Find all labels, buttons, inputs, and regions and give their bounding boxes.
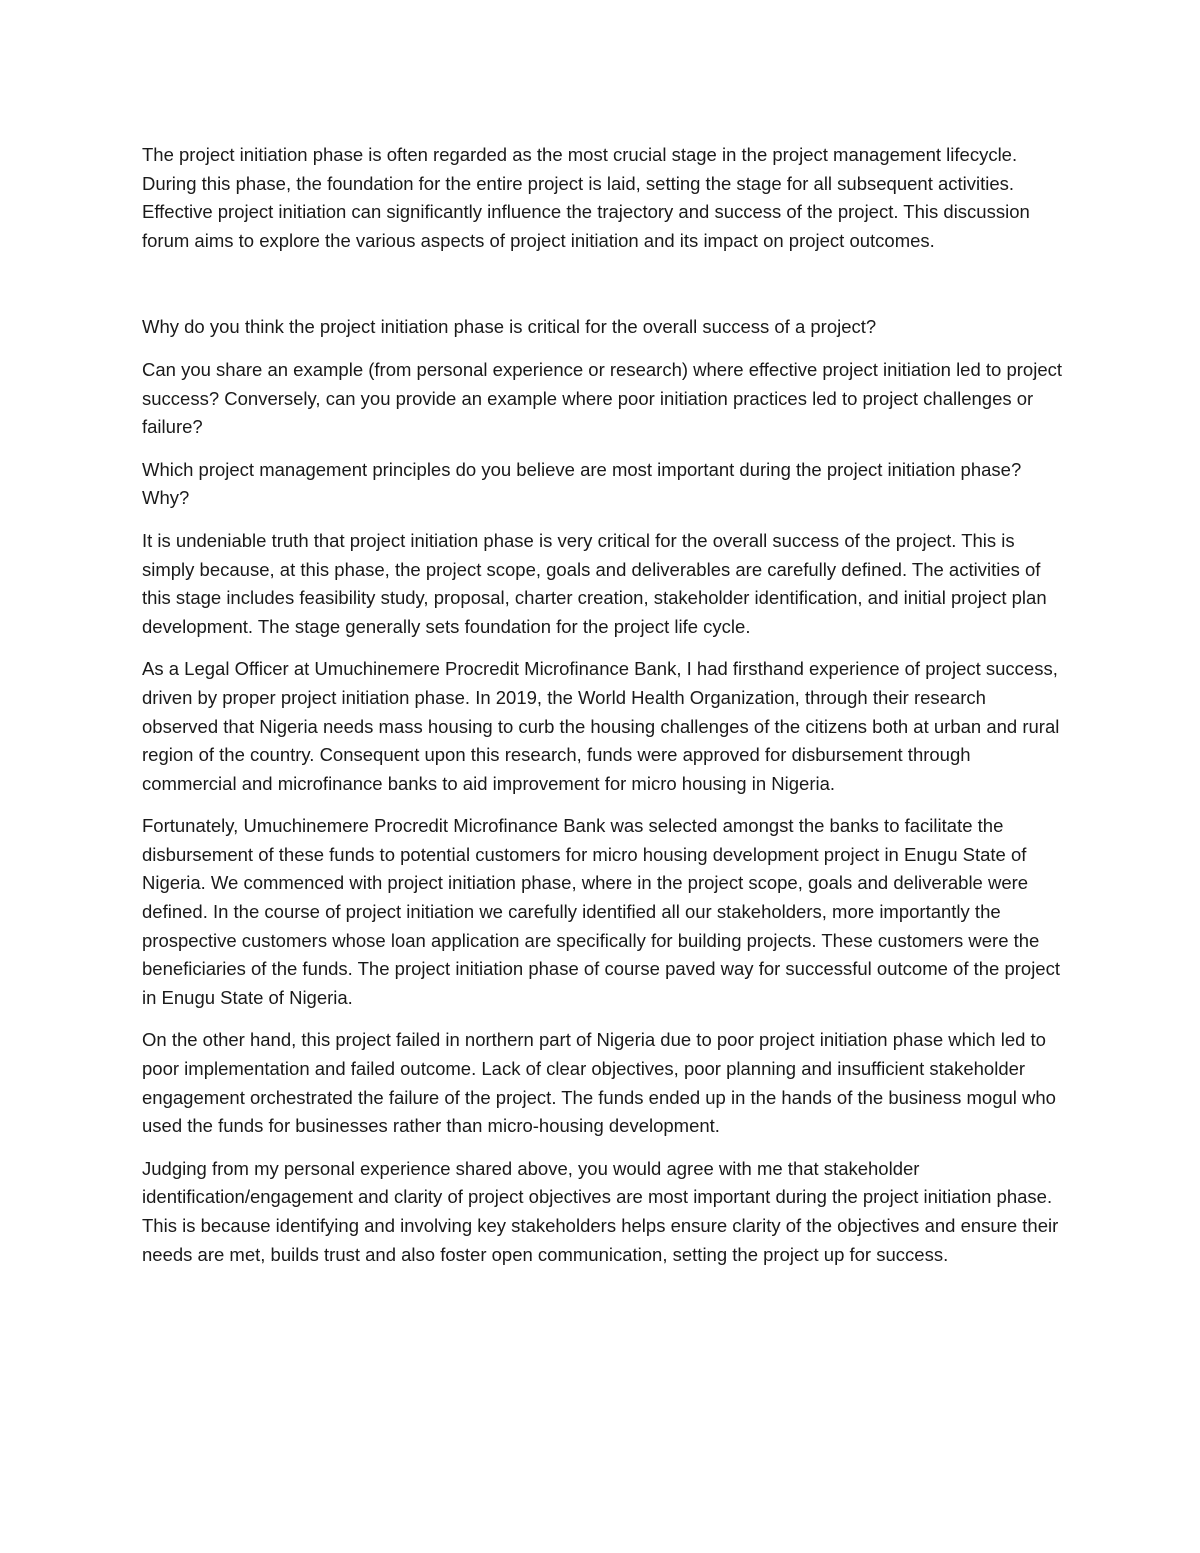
answer-paragraph-1: It is undeniable truth that project initiation phase is very critical for the overall success of the project. This is simply because, at this phase, the project scope, goals and deliverables are carefully defined. The activities of this stage includes feasibility study, proposal, charter creation, stakeholder identification, and initial project plan development. The stage generally sets foundation for the project life cycle. [142,529,1047,637]
intro-paragraph: The project initiation phase is often regarded as the most crucial stage in the project management lifecycle. During this phase, the foundation for the entire project is laid, setting the stage for all subsequent activities. Effective project initiation can significantly influence the trajectory and success of the project. This discussion forum aims to explore the various aspects of project initiation and its impact on project outcomes. [142,144,1030,251]
question-3: Which project management principles do you believe are most important during the project initiation phase? Why? [142,458,1022,509]
answer-paragraph-3: Fortunately, Umuchinemere Procredit Microfinance Bank was selected amongst the banks to facilitate the disbursement of these funds to potential customers for micro housing development project in Enugu State of Nigeria. We commenced with project initiation phase, where in the project scope, goals and deliverable were defined. In the course of project initiation we carefully identified all our stakeholders, more importantly the prospective customers whose loan application are specifically for building projects. These customers were the beneficiaries of the funds. The project initiation phase of course paved way for successful outcome of the project in Enugu State of Nigeria. [142,815,1060,1008]
paragraph-gap [142,255,1062,313]
document-page [142,141,1062,1283]
answer-paragraph-2: As a Legal Officer at Umuchinemere Procredit Microfinance Bank, I had firsthand experience of project success, driven by proper project initiation phase. In 2019, the World Health Organization, through their research observed that Nigeria needs mass housing to curb the housing challenges of the citizens both at urban and rural region of the country. Consequent upon this research, funds were approved for disbursement through commercial and microfinance banks to aid improvement for micro housing in Nigeria. [142,658,1060,794]
question-2: Can you share an example (from personal experience or research) where effective project initiation led to project success? Conversely, can you provide an example where poor initiation practices led to project challenges or failure? [142,358,1062,438]
answer-paragraph-5: Judging from my personal experience shared above, you would agree with me that stakeholder identification/engagement and clarity of project objectives are most important during the project initiation phase. This is because identifying and involving key stakeholders helps ensure clarity of the objectives and ensure their needs are met, builds trust and also foster open communication, setting the project up for success. [142,1157,1059,1265]
question-1: Why do you think the project initiation phase is critical for the overall success of a project? [142,316,877,338]
answer-paragraph-4: On the other hand, this project failed in northern part of Nigeria due to poor project initiation phase which led to poor implementation and failed outcome. Lack of clear objectives, poor planning and insufficient stakeholder engagement orchestrated the failure of the project. The funds ended up in the hands of the business mogul who used the funds for businesses rather than micro-housing development. [142,1029,1056,1137]
